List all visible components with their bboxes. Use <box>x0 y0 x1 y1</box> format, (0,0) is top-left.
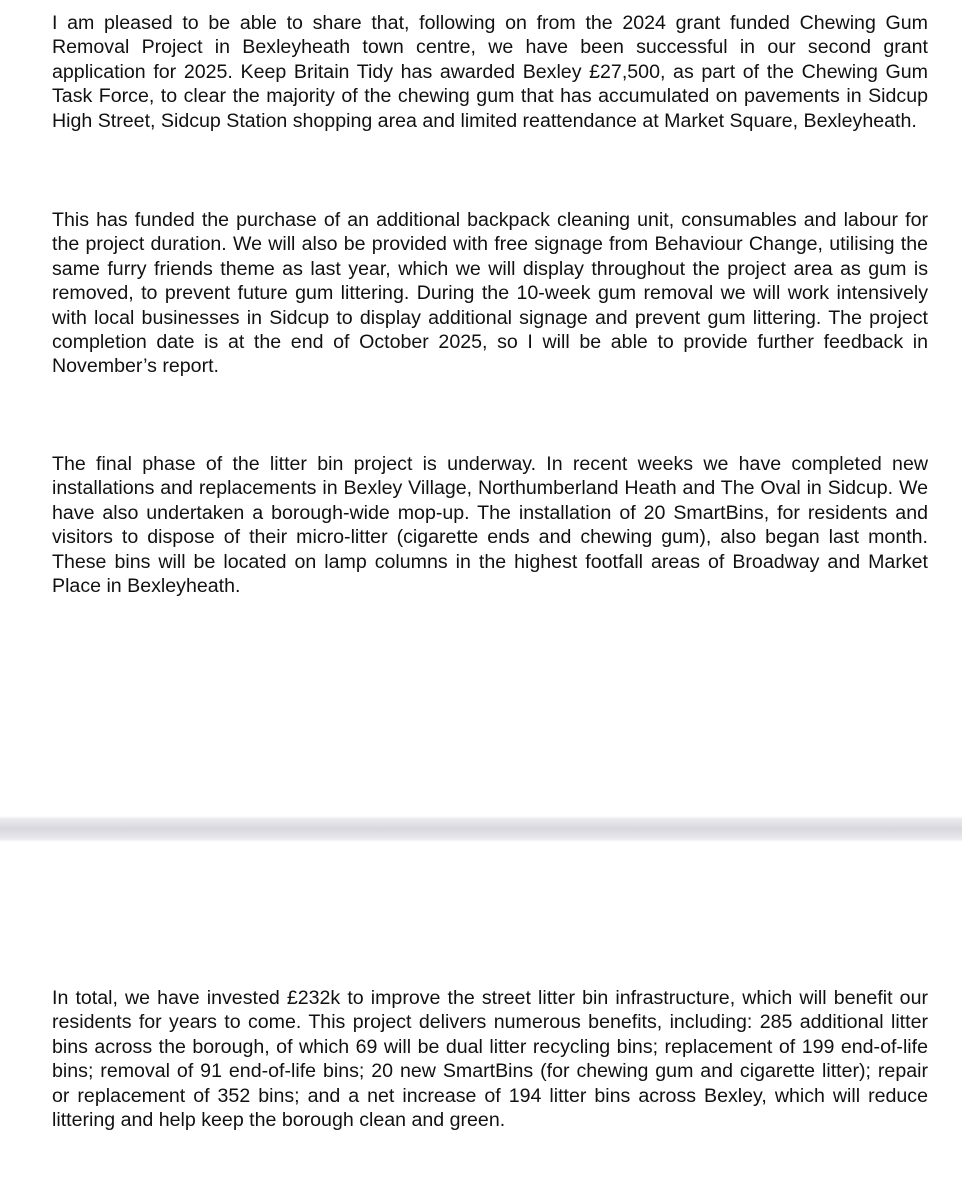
page-break-divider <box>0 816 962 842</box>
paragraph-litter-bin-project: The final phase of the litter bin project is underway. In recent weeks we have completed new installations and replacements in Bexley Village, Northumberland Heath and The Oval in Sidcup. We have also undertaken a borough-wide mop-up. The installation of 20 SmartBins, for residents and visitors to dispose of their micro-litter (cigarette ends and chewing gum), also began last month. These bins will be located on lamp columns in the highest footfall areas of Broadway and Market Place in Bexleyheath. <box>52 453 928 598</box>
paragraph-chewing-gum-grant: I am pleased to be able to share that, following on from the 2024 grant funded Chewing Gum Removal Project in Bexleyheath town centre, we have been successful in our second grant application for 2025. Keep Britain Tidy has awarded Bexley £27,500, as part of the Chewing Gum Task Force, to clear the majority of the chewing gum that has accumulated on pavements in Sidcup High Street, Sidcup Station shopping area and limited reattendance at Market Square, Bexleyheath. <box>52 12 928 132</box>
paragraph-investment-summary: In total, we have invested £232k to improve the street litter bin infrastructure, which will benefit our residents for years to come. This project delivers numerous benefits, including: 285 additional litter bins across the borough, of which 69 will be dual litter recycling bins; replacement of 199 end-of-life bins; removal of 91 end-of-life bins; 20 new SmartBins (for chewing gum and cigarette litter); repair or replacement of 352 bins; and a net increase of 194 litter bins across Bexley, which will reduce littering and help keep the borough clean and green. <box>52 987 928 1132</box>
paragraph-project-funding: This has funded the purchase of an additional backpack cleaning unit, consumables and labour for the project duration. We will also be provided with free signage from Behaviour Change, utilising the same furry friends theme as last year, which we will display throughout the project area as gum is removed, to prevent future gum littering. During the 10-week gum removal we will work intensively with local businesses in Sidcup to display additional signage and prevent gum littering. The project completion date is at the end of October 2025, so I will be able to provide further feedback in November’s report. <box>52 209 928 378</box>
